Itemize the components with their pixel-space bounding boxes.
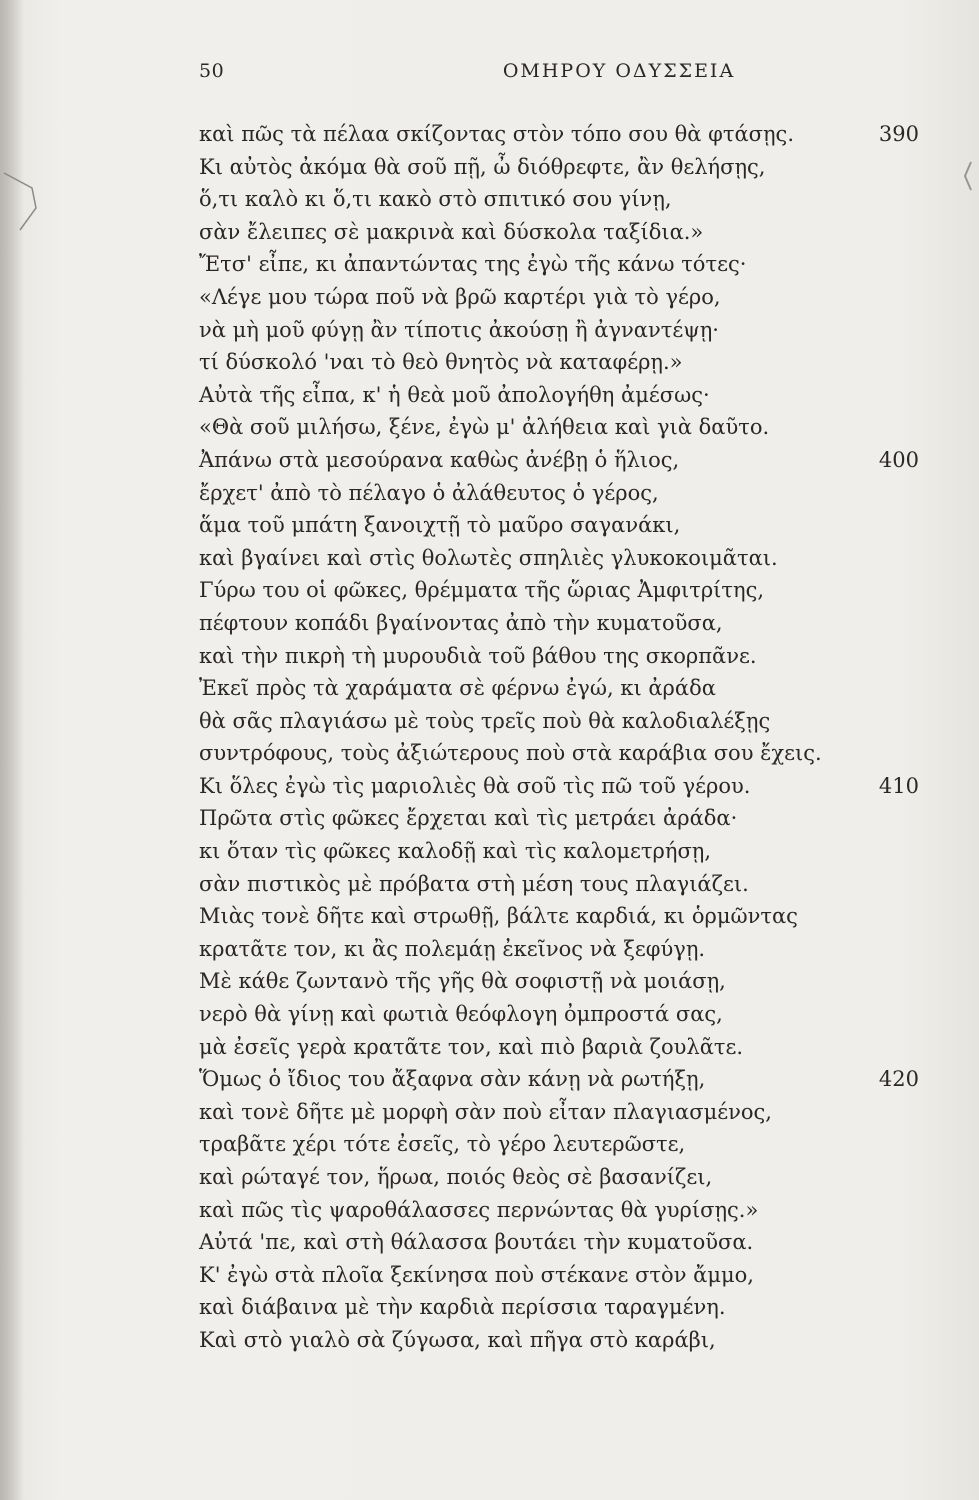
verse-line <box>199 346 919 379</box>
verse-line <box>199 151 919 184</box>
verse-line <box>199 900 919 933</box>
verse-line <box>199 770 919 803</box>
verse-line <box>199 574 919 607</box>
verse-line <box>199 281 919 314</box>
verse-text: Μιὰς τονὲ δῆτε καὶ στρωθῇ, βάλτε καρδιά, κι ὁρμῶντας <box>199 904 798 929</box>
verse-line <box>199 1096 919 1129</box>
verse-line <box>199 1063 919 1096</box>
verse-text: συντρόφους, τοὺς ἀξιώτερους ποὺ στὰ καράβια σου ἔχεις. <box>199 741 822 766</box>
verse-text: Κι ὅλες ἐγὼ τὶς μαριολιὲς θὰ σοῦ τὶς πῶ τοῦ γέρου. <box>199 773 751 798</box>
verse-line <box>199 183 919 216</box>
verse-line <box>199 542 919 575</box>
verse-line <box>199 672 919 705</box>
verse-text: Ὅμως ὁ ἴδιος του ἄξαφνα σὰν κάνῃ νὰ ρωτήξῃ, <box>199 1067 706 1092</box>
page-number: 50 <box>199 60 225 82</box>
verse-text: Πρῶτα στὶς φῶκες ἔρχεται καὶ τὶς μετράει ἀράδα· <box>199 806 738 831</box>
verse-text: ἔρχετ' ἀπὸ τὸ πέλαγο ὁ ἀλάθευτος ὁ γέρος, <box>199 480 659 505</box>
verse-line <box>199 802 919 835</box>
verse-text: καὶ πῶς τὰ πέλαα σκίζοντας στὸν τόπο σου θὰ φτάσῃς. <box>199 122 794 146</box>
verse-text: «Λέγε μου τώρα ποῦ νὰ βρῶ καρτέρι γιὰ τὸ γέρο, <box>199 284 721 309</box>
verse-text: Γύρω του οἱ φῶκες, θρέμματα τῆς ὥριας Ἀμφιτρίτης, <box>199 578 765 603</box>
verse-line <box>199 640 919 673</box>
verse-text: καὶ τὴν πικρὴ τὴ μυρουδιὰ τοῦ βάθου της σκορπᾶνε. <box>199 643 757 668</box>
verse-text: Αὐτὰ τῆς εἶπα, κ' ἡ θεὰ μοῦ ἀπολογήθη ἀμέσως· <box>199 382 710 407</box>
verse-text: καὶ διάβαινα μὲ τὴν καρδιὰ περίσσια ταραγμένη. <box>199 1295 726 1320</box>
verse-line <box>199 379 919 412</box>
verse-line <box>199 1259 919 1292</box>
verse-line <box>199 998 919 1031</box>
verse-text: Ἔτσ' εἶπε, κι ἀπαντώντας της ἐγὼ τῆς κάνω τότες· <box>199 252 747 277</box>
verse-text: Κι αὐτὸς ἀκόμα θὰ σοῦ πῇ, ὦ διόθρεφτε, ἂν θελήσῃς, <box>199 154 766 179</box>
verse-text: τραβᾶτε χέρι τότε ἐσεῖς, τὸ γέρο λευτερῶστε, <box>199 1132 686 1157</box>
verse-text: νὰ μὴ μοῦ φύγῃ ἂν τίποτις ἀκούσῃ ἢ ἀγναντέψῃ· <box>199 317 719 342</box>
verse-line <box>199 933 919 966</box>
verse-text: κρατᾶτε τον, κι ἂς πολεμάῃ ἐκεῖνος νὰ ξεφύγῃ. <box>199 936 706 961</box>
verse-line <box>199 607 919 640</box>
verse-block <box>199 118 919 1357</box>
verse-line <box>199 314 919 347</box>
verse-text: ἅμα τοῦ μπάτη ξανοιχτῇ τὸ μαῦρο σαγανάκι, <box>199 513 681 538</box>
verse-text: καὶ πῶς τὶς ψαροθάλασσες περνώντας θὰ γυρίσῃς.» <box>199 1197 759 1222</box>
verse-text: καὶ ρώταγέ τον, ἥρωα, ποιός θεὸς σὲ βασανίζει, <box>199 1165 713 1189</box>
verse-text: τί δύσκολό 'ναι τὸ θεὸ θνητὸς νὰ καταφέρῃ.» <box>199 350 683 375</box>
verse-line <box>199 216 919 249</box>
verse-text: Ἀπάνω στὰ μεσούρανα καθὼς ἀνέβῃ ὁ ἥλιος, <box>199 447 680 472</box>
verse-text: πέφτουν κοπάδι βγαίνοντας ἀπὸ τὴν κυματοῦσα, <box>199 610 723 635</box>
verse-text: μὰ ἐσεῖς γερὰ κρατᾶτε τον, καὶ πιὸ βαριὰ ζουλᾶτε. <box>199 1034 744 1059</box>
verse-line <box>199 248 919 281</box>
verse-line <box>199 1161 919 1194</box>
verse-line <box>199 835 919 868</box>
verse-text: νερὸ θὰ γίνῃ καὶ φωτιὰ θεόφλογη ὀμπροστά σας, <box>199 1002 723 1027</box>
verse-line <box>199 411 919 444</box>
verse-text: Καὶ στὸ γιαλὸ σὰ ζύγωσα, καὶ πῆγα στὸ καράβι, <box>199 1327 716 1352</box>
verse-line <box>199 118 919 151</box>
verse-line <box>199 1324 919 1357</box>
verse-line <box>199 477 919 510</box>
verse-line <box>199 737 919 770</box>
verse-line <box>199 1291 919 1324</box>
line-number: 400 <box>878 447 919 472</box>
edge-mark <box>957 160 977 200</box>
verse-text: Ἐκεῖ πρὸς τὰ χαράματα σὲ φέρνω ἐγώ, κι ἀράδα <box>199 676 716 701</box>
verse-line <box>199 965 919 998</box>
verse-line <box>199 705 919 738</box>
page-header <box>199 60 919 90</box>
verse-text: σὰν ἔλειπες σὲ μακρινὰ καὶ δύσκολα ταξίδια.» <box>199 219 704 244</box>
line-number: 390 <box>878 122 919 146</box>
verse-text: «Θὰ σοῦ μιλήσω, ξένε, ἐγὼ μ' ἀλήθεια καὶ γιὰ δαῦτο. <box>199 415 770 440</box>
verse-line <box>199 509 919 542</box>
verse-line <box>199 868 919 901</box>
verse-line <box>199 1226 919 1259</box>
verse-line <box>199 444 919 477</box>
verse-text: Κ' ἐγὼ στὰ πλοῖα ξεκίνησα ποὺ στέκανε στὸν ἄμμο, <box>199 1262 754 1287</box>
running-title: ΟΜΗΡΟΥ ΟΔΥΣΣΕΙΑ <box>502 60 736 82</box>
verse-text: σὰν πιστικὸς μὲ πρόβατα στὴ μέση τους πλαγιάζει. <box>199 871 749 896</box>
verse-line <box>199 1194 919 1227</box>
line-number: 420 <box>878 1067 919 1092</box>
verse-text: θὰ σᾶς πλαγιάσω μὲ τοὺς τρεῖς ποὺ θὰ καλοδιαλέξῃς <box>199 708 771 733</box>
verse-text: Αὐτά 'πε, καὶ στὴ θάλασσα βουτάει τὴν κυματοῦσα. <box>199 1230 754 1255</box>
verse-text: Μὲ κάθε ζωντανὸ τῆς γῆς θὰ σοφιστῇ νὰ μοιάσῃ, <box>199 969 726 994</box>
verse-text: καὶ βγαίνει καὶ στὶς θολωτὲς σπηλιὲς γλυκοκοιμᾶται. <box>199 545 778 570</box>
verse-line <box>199 1031 919 1064</box>
line-number: 410 <box>878 773 919 798</box>
verse-text: ὅ,τι καλὸ κι ὅ,τι κακὸ στὸ σπιτικό σου γίνῃ, <box>199 187 672 212</box>
verse-text: κι ὅταν τὶς φῶκες καλοδῇ καὶ τὶς καλομετρήσῃ, <box>199 839 712 864</box>
verse-text: καὶ τονὲ δῆτε μὲ μορφὴ σὰν ποὺ εἶταν πλαγιασμένος, <box>199 1099 772 1124</box>
binding-mark <box>2 168 42 238</box>
verse-line <box>199 1128 919 1161</box>
